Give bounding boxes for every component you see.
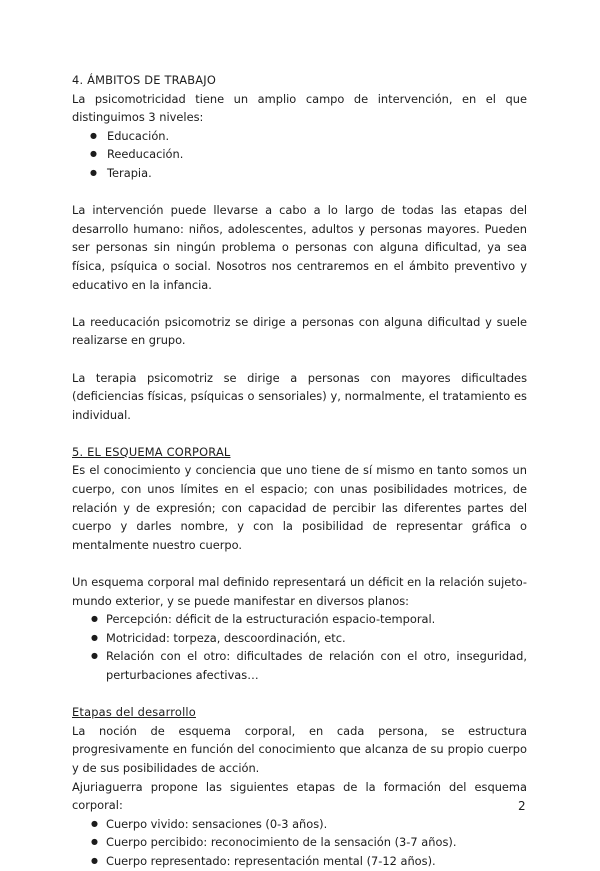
stages-list xyxy=(72,815,527,871)
page-number: 2 xyxy=(518,799,526,813)
therapy-paragraph: La terapia psicomotriz se dirige a personas con mayores dificultades (deficiencias físicas, psíquicas o sensoriales) y, normalmente, el tratamiento es individual. xyxy=(72,370,527,422)
list-item: ● Percepción: déficit de la estructuración espacio-temporal. xyxy=(72,610,527,629)
section-4-heading: 4. ÁMBITOS DE TRABAJO xyxy=(72,73,216,87)
list-item: ● Cuerpo vivido: sensaciones (0-3 años). xyxy=(72,815,527,834)
list-item: ● Reeducación. xyxy=(72,145,527,164)
list-item: ● Motricidad: torpeza, descoordinación, etc. xyxy=(72,629,527,648)
intervention-paragraph: La intervención puede llevarse a cabo a lo largo de todas las etapas del desarrollo humano: niños, adolescentes, adultos y personas mayores. Pueden ser personas sin ningún problema o personas con alguna dificultad, ya sea física, psíquica o social. Nosotros nos centraremos en el ámbito preventivo y educativo en la infancia. xyxy=(72,203,527,292)
deficit-paragraph: Un esquema corporal mal definido representará un déficit en la relación sujeto-mundo exterior, y se puede manifestar en diversos planos: xyxy=(72,575,527,608)
list-item: ● Educación. xyxy=(72,127,527,146)
levels-list xyxy=(72,127,527,183)
list-item: ● Cuerpo percibido: reconocimiento de la sensación (3-7 años). xyxy=(72,833,527,852)
list-item: ● Relación con el otro: dificultades de relación con el otro, inseguridad, perturbaciones afectivas… xyxy=(72,647,527,684)
section-4-intro: La psicomotricidad tiene un amplio campo de intervención, en el que distinguimos 3 niveles: xyxy=(72,91,527,125)
list-item: ● Terapia. xyxy=(72,164,527,183)
definition-paragraph: Es el conocimiento y conciencia que uno tiene de sí mismo en tanto somos un cuerpo, con unos límites en el espacio; con unas posibilidades motrices, de relación y de expresión; con capacidad de percibir las diferentes partes del cuerpo y darles nombre, y con la posibilidad de representar gráfica o mentalmente nuestro cuerpo. xyxy=(72,463,527,552)
planes-list xyxy=(72,610,527,684)
stages-heading: Etapas del desarrollo xyxy=(72,705,196,720)
list-item: ● Cuerpo representado: representación mental (7-12 años). xyxy=(72,852,527,871)
reeducation-paragraph: La reeducación psicomotriz se dirige a personas con alguna dificultad y suele realizarse en grupo. xyxy=(72,314,527,348)
notion-paragraph: La noción de esquema corporal, en cada persona, se estructura progresivamente en función del conocimiento que alcanza de su propio cuerpo y de sus posibilidades de acción. xyxy=(72,723,527,775)
page-content xyxy=(72,71,527,871)
ajuriaguerra-paragraph: Ajuriaguerra propone las siguientes etapas de la formación del esquema corporal: xyxy=(72,779,527,813)
section-5-heading: 5. EL ESQUEMA CORPORAL xyxy=(72,444,231,459)
